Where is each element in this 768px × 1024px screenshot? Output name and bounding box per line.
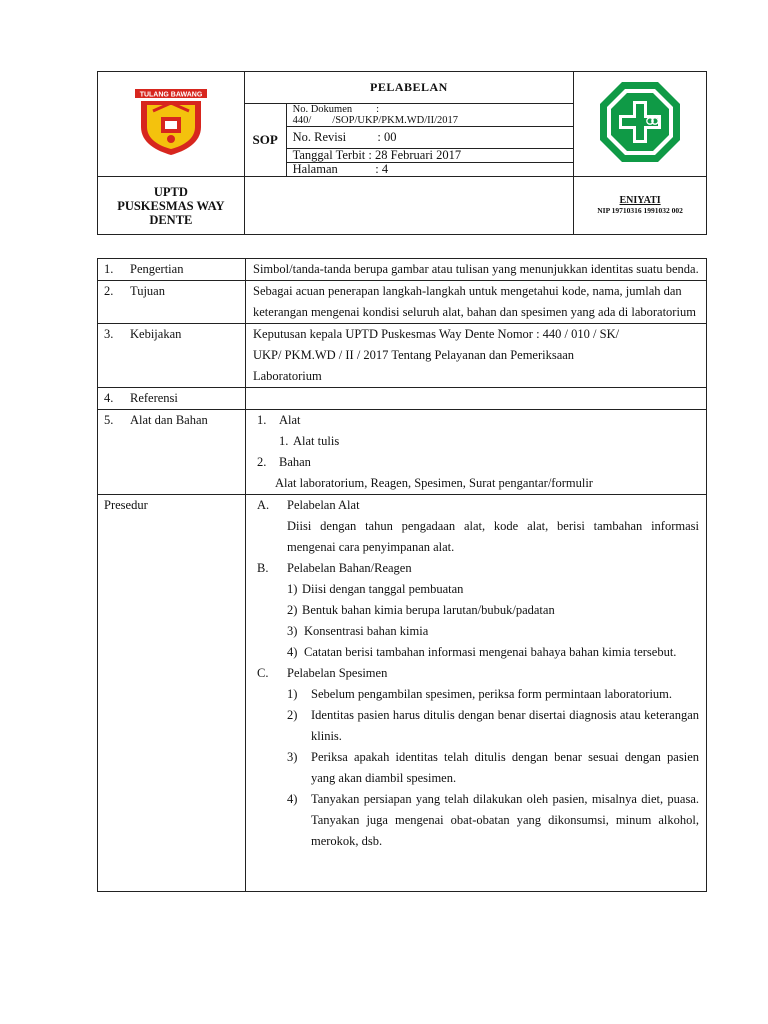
- list-item: 3) Konsentrasi bahan kimia: [287, 624, 429, 638]
- list-item: 2. Bahan: [257, 455, 311, 469]
- doc-number-value: 440/ /SOP/UKP/PKM.WD/II/2017: [292, 115, 459, 126]
- document-title: PELABELAN: [244, 72, 573, 104]
- tujuan-text: Sebagai acuan penerapan langkah-langkah untuk mengetahui kode, nama, jumlah dan keterangan mengenai kondisi seluruh alat, bahan dan spesimen yang ada di laboratorium: [246, 281, 707, 324]
- table-row: [98, 388, 707, 410]
- table-row: [98, 281, 707, 324]
- row-number: 5.: [104, 413, 114, 427]
- sop-label: SOP: [244, 104, 286, 177]
- kebijakan-line: Keputusan kepala UPTD Puskesmas Way Dente Nomor : 440 / 010 / SK/: [253, 327, 620, 341]
- list-item: 1. Alat tulis: [279, 434, 340, 448]
- list-item: 4) Tanyakan persiapan yang telah dilakukan oleh pasien, misalnya diet, puasa. Tanyakan juga mengenai obat-obatan yang dikonsumsi, minum alkohol, merokok, dsb.: [287, 792, 699, 848]
- row-number: 2.: [104, 284, 114, 298]
- puskesmas-logo-icon: [597, 79, 683, 165]
- revision-field: No. Revisi : 00: [286, 127, 574, 149]
- tulang-bawang-emblem-icon: [133, 87, 209, 157]
- pengertian-text: Simbol/tanda-tanda berupa gambar atau tulisan yang menunjukkan identitas suatu benda.: [246, 259, 707, 281]
- doc-number-colon: :: [376, 104, 380, 115]
- table-row: [98, 495, 707, 892]
- row-label-tujuan: Tujuan: [130, 284, 165, 298]
- signer-nip: NIP 19710316 1991032 002: [597, 206, 683, 215]
- row-label-kebijakan: Kebijakan: [130, 327, 182, 341]
- signer-name: ENIYATI: [619, 195, 661, 206]
- row-label-alat-bahan: Alat dan Bahan: [130, 413, 208, 427]
- logo-cell: [98, 72, 245, 177]
- section-heading: C. Pelabelan Spesimen: [257, 666, 388, 680]
- org-line-1: UPTD: [153, 184, 188, 199]
- presedur-content: [246, 495, 707, 892]
- page-field: Halaman : 4: [286, 163, 574, 177]
- doc-number-field: [286, 104, 574, 127]
- table-row: [98, 259, 707, 281]
- kebijakan-line: UKP/ PKM.WD / II / 2017 Tentang Pelayanan dan Pemeriksaan: [253, 348, 575, 362]
- kebijakan-text: [246, 324, 707, 388]
- list-item: 1. Alat: [257, 413, 301, 427]
- kebijakan-line: Laboratorium: [253, 369, 322, 383]
- row-label-presedur: Presedur: [98, 495, 246, 892]
- referensi-text: [246, 388, 707, 410]
- list-item: 2) Bentuk bahan kimia berupa larutan/bubuk/padatan: [287, 603, 555, 617]
- row-number: 3.: [104, 327, 114, 341]
- list-item: 1) Diisi dengan tanggal pembuatan: [287, 582, 464, 596]
- row-label-referensi: Referensi: [130, 391, 178, 405]
- sop-body-table: [97, 258, 707, 892]
- doc-number-label: No. Dokumen: [292, 104, 353, 115]
- row-number: 4.: [104, 391, 114, 405]
- section-heading: B. Pelabelan Bahan/Reagen: [257, 561, 412, 575]
- org-line-2: PUSKESMAS WAY: [117, 198, 225, 213]
- table-row: [98, 410, 707, 495]
- signature-block: [574, 177, 707, 235]
- list-item: 4) Catatan berisi tambahan informasi mengenai bahaya bahan kimia tersebut.: [287, 645, 677, 659]
- row-label-pengertian: Pengertian: [130, 262, 184, 276]
- organization-name: [98, 177, 245, 235]
- svg-text:TULANG BAWANG: TULANG BAWANG: [139, 91, 203, 98]
- sop-header-table: [97, 71, 707, 235]
- section-text: Diisi dengan tahun pengadaan alat, kode alat, berisi tambahan informasi mengenai cara penyimpanan alat.: [287, 519, 699, 554]
- org-line-3: DENTE: [149, 212, 193, 227]
- table-row: [98, 324, 707, 388]
- row-number: 1.: [104, 262, 114, 276]
- section-heading: A. Pelabelan Alat: [257, 498, 360, 512]
- list-item: 2) Identitas pasien harus ditulis dengan benar disertai diagnosis atau keterangan klinis.: [287, 708, 699, 743]
- list-item: Alat laboratorium, Reagen, Spesimen, Surat pengantar/formulir: [275, 476, 593, 490]
- alat-bahan-content: [246, 410, 707, 495]
- puskesmas-logo-cell: [574, 72, 707, 177]
- issue-date-field: Tanggal Terbit : 28 Februari 2017: [286, 149, 574, 163]
- list-item: 1) Sebelum pengambilan spesimen, periksa form permintaan laboratorium.: [287, 687, 673, 701]
- blank-cell: [244, 177, 573, 235]
- list-item: 3) Periksa apakah identitas telah ditulis dengan benar sesuai dengan pasien yang akan diambil spesimen.: [287, 750, 699, 785]
